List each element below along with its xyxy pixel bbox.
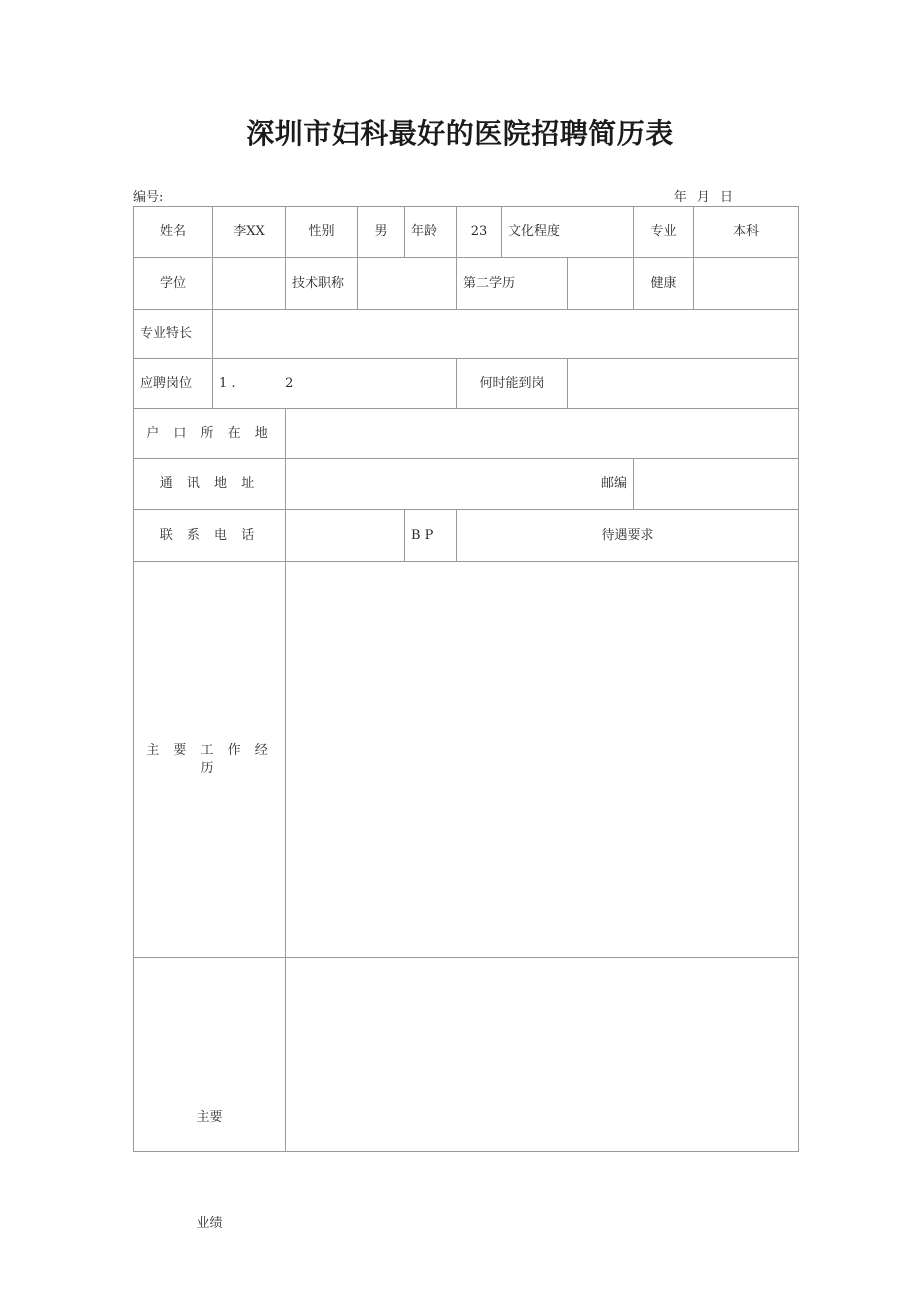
residence-value[interactable] bbox=[286, 409, 799, 459]
phone-label bbox=[134, 510, 286, 562]
specialty-value[interactable] bbox=[213, 310, 799, 359]
tech-title-value[interactable] bbox=[358, 258, 457, 310]
bp-label: B P bbox=[405, 510, 457, 562]
second-degree-label: 第二学历 bbox=[457, 258, 568, 310]
serial-number-label: 编号: bbox=[133, 190, 164, 205]
residence-label bbox=[134, 409, 286, 459]
health-label: 健康 bbox=[634, 258, 694, 310]
address-label bbox=[134, 459, 286, 510]
work-experience-label bbox=[134, 562, 286, 958]
postcode-value[interactable] bbox=[634, 459, 799, 510]
achievement-label-top: 主要 bbox=[196, 1109, 223, 1125]
phone-label-text: 联 系 电 话 bbox=[159, 527, 260, 543]
arrival-time-value[interactable] bbox=[568, 359, 799, 409]
second-degree-value[interactable] bbox=[568, 258, 634, 310]
name-label: 姓名 bbox=[134, 207, 213, 258]
date-label: 年 月 日 bbox=[673, 190, 736, 205]
table-row-basic-info bbox=[134, 207, 799, 258]
major-label: 专业 bbox=[634, 207, 694, 258]
achievement-label-cell bbox=[134, 958, 286, 1231]
postcode-label: 邮编 bbox=[286, 459, 634, 510]
age-label: 年龄 bbox=[405, 207, 457, 258]
table-row-achievements bbox=[134, 958, 799, 1152]
residence-label-text: 户 口 所 在 地 bbox=[146, 425, 273, 441]
resume-form-table bbox=[133, 206, 799, 1231]
specialty-label: 专业特长 bbox=[134, 310, 213, 359]
table-row-address bbox=[134, 459, 799, 510]
address-label-text: 通 讯 地 址 bbox=[159, 476, 260, 492]
health-value[interactable] bbox=[694, 258, 799, 310]
achievement-value[interactable] bbox=[286, 958, 799, 1152]
table-header-line bbox=[133, 186, 798, 206]
achievement-label-bottom: 业绩 bbox=[196, 1215, 223, 1231]
table-row-degree bbox=[134, 258, 799, 310]
name-value[interactable]: 李XX bbox=[213, 207, 286, 258]
degree-value[interactable] bbox=[213, 258, 286, 310]
gender-value[interactable]: 男 bbox=[358, 207, 405, 258]
gender-label: 性别 bbox=[286, 207, 358, 258]
tech-title-label: 技术职称 bbox=[286, 258, 358, 310]
table-row-specialty bbox=[134, 310, 799, 359]
table-row-residence bbox=[134, 409, 799, 459]
phone-value[interactable] bbox=[286, 510, 405, 562]
degree-label: 学位 bbox=[134, 258, 213, 310]
arrival-time-label: 何时能到岗 bbox=[457, 359, 568, 409]
salary-requirement-label: 待遇要求 bbox=[457, 510, 799, 562]
work-experience-label-text: 主 要 工 作 经 历 bbox=[146, 742, 273, 776]
page-title: 深圳市妇科最好的医院招聘简历表 bbox=[246, 117, 674, 150]
education-label: 文化程度 bbox=[502, 207, 634, 258]
position-value[interactable]: 1 . 2 bbox=[213, 359, 457, 409]
position-label: 应聘岗位 bbox=[134, 359, 213, 409]
table-row-work-experience bbox=[134, 562, 799, 958]
table-row-phone bbox=[134, 510, 799, 562]
work-experience-value[interactable] bbox=[286, 562, 799, 958]
table-row-position bbox=[134, 359, 799, 409]
age-value[interactable]: 23 bbox=[457, 207, 502, 258]
major-value[interactable]: 本科 bbox=[694, 207, 799, 258]
